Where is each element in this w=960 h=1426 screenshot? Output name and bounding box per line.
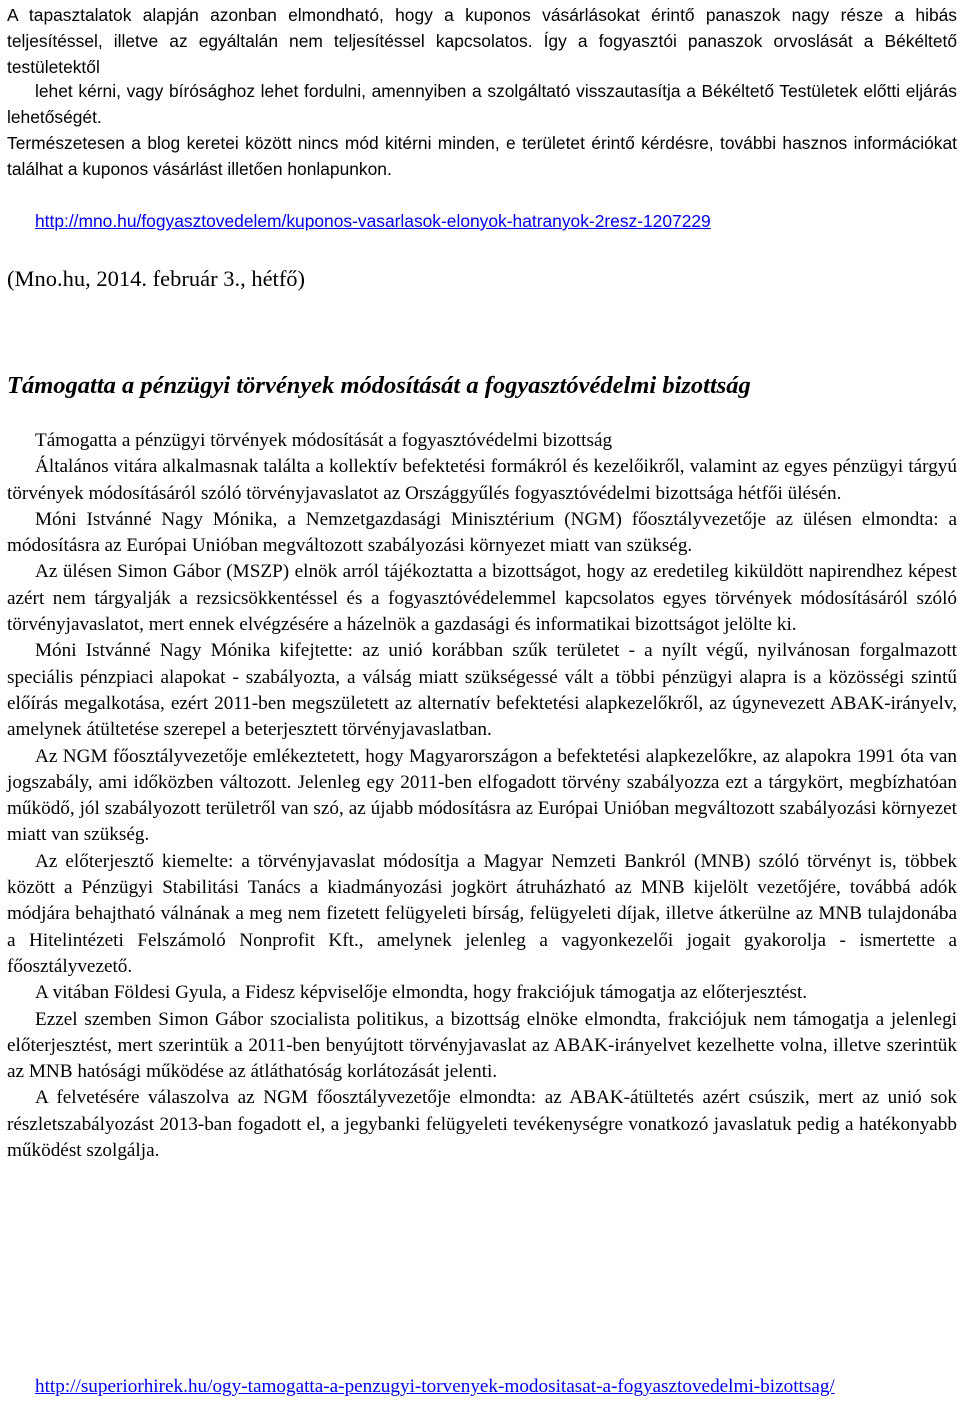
- source-link-superiorhirek[interactable]: http://superiorhirek.hu/ogy-tamogatta-a-penzugyi-torvenyek-modositasat-a-fogyasztovedelmi-bizottsag/: [35, 1376, 835, 1397]
- article-paragraph-4: Móni Istvánné Nagy Mónika kifejtette: az unió korábban szűk területet - a nyílt végű, nyilvánosan forgalmazott speciális pénzpiaci alapokat - szabályozta, a válság miatt szükségessé vált a többi pénzügyi alapra is a közösségi szintű előírás megalkotása, ezért 2011-ben megszületett az alternatív befektetési alapkezelőkről, az úgynevezett ABAK-irányelv, amelynek átültetése szerepel a beterjesztett törvényjavaslatban.: [7, 640, 957, 741]
- article-paragraph-7: A vitában Földesi Gyula, a Fidesz képviselője elmondta, hogy frakciójuk támogatja az előterjesztést.: [35, 982, 808, 1004]
- intro-paragraph-1: A tapasztalatok alapján azonban elmondható, hogy a kuponos vásárlásokat érintő panaszok nagy része a hibás teljesítéssel, illetve az egyáltalán nem teljesítéssel kapcsolatos. Így a fogyasztói panaszok orvoslását a Békéltető testületektől: [7, 5, 957, 77]
- article-paragraph-8: Ezzel szemben Simon Gábor szocialista politikus, a bizottság elnöke elmondta, frakciójuk nem támogatja a jelenlegi előterjesztést, mert szerintük a 2011-ben benyújtott törvényjavaslat az ABAK-irányelvet kezelhette volna, illetve szerintük az MNB hatósági működése az átláthatóság korlátozását jelenti.: [7, 1008, 957, 1083]
- article-paragraph-5: Az NGM főosztályvezetője emlékeztetett, hogy Magyarországon a befektetési alapkezelőkre, az alapokra 1991 óta van jogszabály, ami időközben változott. Jelenleg egy 2011-ben elfogadott törvény szabályozza ezt a tárgykört, megbízhatóan működő, jól szabályozott területről van szó, az újabb módosításra az Európai Unióban megváltozott szabályozási környezet miatt van szükség.: [7, 745, 957, 846]
- source-date: (Mno.hu, 2014. február 3., hétfő): [7, 266, 306, 291]
- article-paragraph-6: Az előterjesztő kiemelte: a törvényjavaslat módosítja a Magyar Nemzeti Bankról (MNB) szóló törvényt is, többek között a Pénzügyi Stabilitási Tanács a kiadmányozási jogkört átruházható az MNB kijelölt vezetőjére, továbbá adók módjára behajtható válnának a meg nem fizetett felügyeleti bírság, felügyeleti díjak, illetve átkerülne az MNB tulajdonába a Hitelintézeti Felszámoló Nonprofit Kft., amelynek jelenleg a vagyonkezelői jogait gyakorolja - ismertette a főosztályvezető.: [7, 850, 957, 977]
- intro-paragraph-2: lehet kérni, vagy bírósághoz lehet fordulni, amennyiben a szolgáltató visszautasítja a Békéltető Testületek előtti eljárás lehetőségét.: [7, 81, 957, 127]
- article-title: Támogatta a pénzügyi törvények módosítását a fogyasztóvédelmi bizottság: [7, 372, 751, 399]
- article-lead: Támogatta a pénzügyi törvények módosítását a fogyasztóvédelmi bizottság: [35, 430, 613, 451]
- article-paragraph-2: Móni Istvánné Nagy Mónika, a Nemzetgazdasági Minisztérium (NGM) főosztályvezetője az ülésen elmondta: a módosításra az Európai Unióban megváltozott szabályozási környezet miatt van szükség.: [7, 508, 957, 557]
- article-paragraph-3: Az ülésen Simon Gábor (MSZP) elnök arról tájékoztatta a bizottságot, hogy az eredetileg kiküldött napirendhez képest azért nem tárgyalják a rezsicsökkentéssel és a fogyasztóvédelemmel kapcsolatos egyes törvények módosításáról szóló törvényjavaslatot, mert ennek elvégzésére a házelnök a gazdasági és informatikai bizottságot jelölte ki.: [7, 561, 957, 636]
- article-body: [7, 428, 957, 1164]
- intro-paragraph-3: Természetesen a blog keretei között nincs mód kitérni minden, e területet érintő kérdésre, további hasznos információkat találhat a kuponos vásárlást illetően honlapunkon.: [7, 133, 957, 179]
- article-paragraph-1: Általános vitára alkalmasnak találta a kollektív befektetési formákról és kezelőikről, valamint az egyes pénzügyi tárgyú törvények módosításáról szóló törvényjavaslatot az Országgyűlés fogyasztóvédelmi bizottsága hétfői ülésén.: [7, 456, 957, 504]
- article-paragraph-9: A felvetésére válaszolva az NGM főosztályvezetője elmondta: az ABAK-átültetés azért csúszik, mert az unió sok részletszabályozást 2013-ban fogadott el, a jegybanki felügyeleti tevékenységre vonatkozó javaslatuk pedig a hatékonyabb működést szolgálja.: [7, 1087, 957, 1162]
- source-link-mno[interactable]: http://mno.hu/fogyasztovedelem/kuponos-vasarlasok-elonyok-hatranyok-2resz-1207229: [35, 211, 711, 231]
